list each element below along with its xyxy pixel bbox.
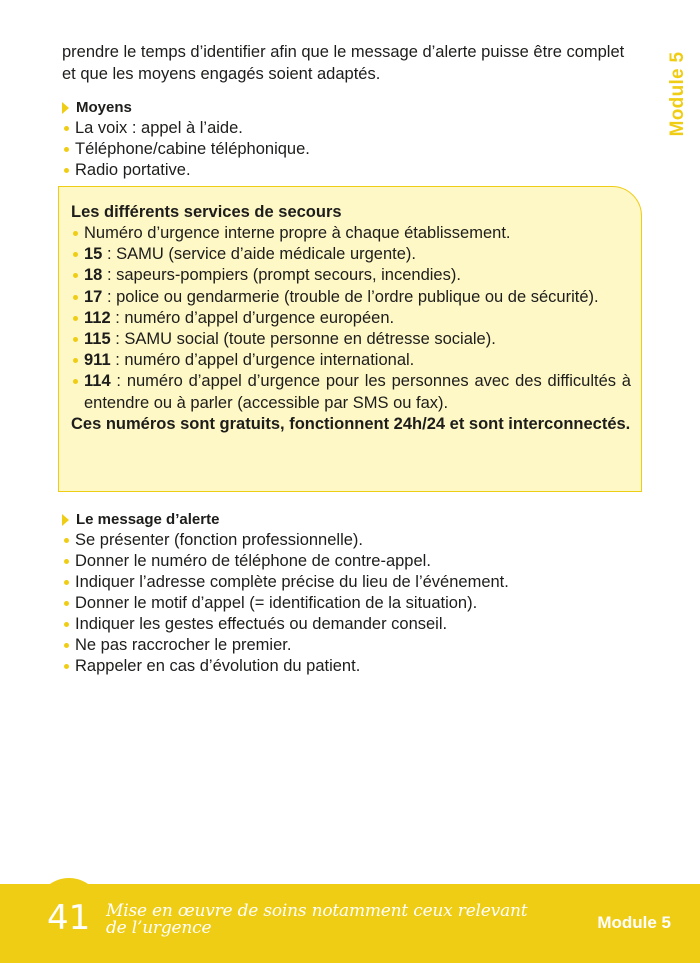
list-item: Se présenter (fonction professionnelle). [62, 530, 634, 551]
list-item: La voix : appel à l’aide. [62, 118, 634, 139]
list-item: Radio portative. [62, 160, 634, 181]
list-item [71, 308, 631, 329]
service-text: Numéro d’urgence interne propre à chaque établissement. [84, 224, 511, 242]
moyens-heading-text: Moyens [76, 99, 132, 116]
list-item [71, 265, 631, 286]
services-list [71, 223, 631, 414]
service-text: : numéro d’appel d’urgence international. [110, 351, 415, 370]
message-list [62, 530, 634, 677]
service-text: : SAMU social (toute personne en détresse sociale). [110, 330, 496, 349]
module-side-label: Module 5 [667, 51, 688, 137]
footer-title: Mise en œuvre de soins notamment ceux relevant de l’urgence [106, 901, 528, 938]
page-number: 41 [47, 898, 91, 938]
service-number: 114 [84, 372, 111, 391]
service-number: 911 [84, 351, 111, 370]
list-item: Ne pas raccrocher le premier. [62, 635, 634, 656]
message-section [62, 510, 634, 677]
triangle-bullet-icon [62, 102, 69, 114]
message-heading [62, 510, 634, 530]
service-text: : numéro d’appel d’urgence européen. [110, 308, 395, 327]
service-text: : sapeurs-pompiers (prompt secours, incendies). [102, 266, 461, 285]
service-number: 17 [84, 287, 103, 306]
list-item [71, 244, 631, 265]
service-text: : numéro d’appel d’urgence pour les personnes avec des difficultés à entendre ou à parler (accessible par SMS ou fax). [84, 372, 631, 412]
moyens-heading [62, 98, 634, 118]
list-item: Donner le numéro de téléphone de contre-appel. [62, 551, 634, 572]
triangle-bullet-icon [62, 514, 69, 526]
footer-module-label: Module 5 [597, 913, 671, 932]
service-number: 112 [84, 308, 111, 327]
message-heading-text: Le message d’alerte [76, 511, 220, 528]
service-text: : SAMU (service d’aide médicale urgente). [102, 245, 416, 264]
list-item: Indiquer l’adresse complète précise du lieu de l’événement. [62, 572, 634, 593]
list-item [71, 223, 631, 244]
list-item [71, 287, 631, 308]
list-item: Rappeler en cas d’évolution du patient. [62, 656, 634, 677]
intro-paragraph: prendre le temps d’identifier afin que le message d’alerte puisse être complet et que les moyens engagés soient adaptés. [62, 43, 625, 83]
services-note: Ces numéros sont gratuits, fonctionnent 24h/24 et sont interconnectés. [71, 414, 631, 433]
service-number: 15 [84, 245, 103, 264]
list-item [71, 350, 631, 371]
list-item [71, 329, 631, 350]
list-item [71, 371, 631, 413]
service-number: 115 [84, 330, 111, 349]
list-item: Donner le motif d’appel (= identification de la situation). [62, 593, 634, 614]
page-content [62, 41, 634, 181]
service-number: 18 [84, 266, 103, 285]
list-item: Indiquer les gestes effectués ou demander conseil. [62, 614, 634, 635]
list-item: Téléphone/cabine téléphonique. [62, 139, 634, 160]
services-title: Les différents services de secours [71, 203, 342, 221]
service-text: : police ou gendarmerie (trouble de l’ordre publique ou de sécurité). [102, 287, 599, 306]
moyens-list [62, 118, 634, 181]
services-box [58, 186, 642, 492]
module-side-tab [658, 44, 698, 144]
